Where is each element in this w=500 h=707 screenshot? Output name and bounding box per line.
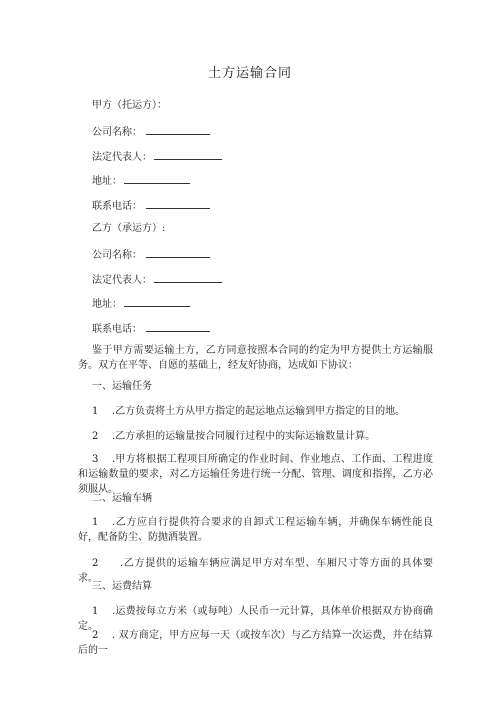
party-a-phone-blank [146, 198, 210, 209]
section2-item-1-num: 1 [92, 517, 99, 528]
document-title: 土方运输合同 [207, 66, 292, 81]
party-b-address-label: 地址： [92, 299, 122, 310]
party-b-phone-blank [146, 321, 210, 332]
party-b-rep-line [92, 272, 222, 288]
party-a-address-blank [124, 173, 190, 184]
party-a-rep-blank [154, 149, 222, 160]
party-a-address-label: 地址： [92, 176, 122, 187]
intro-paragraph: 鉴于甲方需要运输土方，乙方同意按照本合同的约定为甲方提供土方运输服务。双方在平等、自愿的基础上，经友好协商，达成如下协议： [78, 345, 433, 371]
party-b-phone-label: 联系电话： [92, 324, 142, 335]
section3-item-2-text: . 双方商定，甲方应每一天（或按车次）与乙方结算一次运费，并在结算后的一 [78, 630, 433, 656]
party-a-rep-label: 法定代表人： [92, 152, 152, 163]
party-a-phone-line [92, 198, 210, 214]
section3-item-2 [78, 628, 433, 658]
party-a-address-line [92, 173, 190, 189]
party-a-rep-line [92, 149, 222, 165]
section1-item-2-num: 2 [92, 431, 99, 442]
section2-heading: 二、运输车辆 [92, 493, 152, 504]
section1-item-3-text: .甲方将根据工程项目所确定的作业时间、作业地点、工作面、工程进度和运输数量的要求，对乙方运输任务进行统一分配、管理、调度和指挥，乙方必须服从。 [78, 454, 433, 495]
section1-heading: 一、运输任务 [92, 381, 152, 392]
section2-item-1-text: .乙方应自行提供符合要求的自卸式工程运输车辆，并确保车辆性能良好，配备防尘、防抛洒装置。 [78, 517, 433, 543]
section1-item-1 [78, 404, 433, 419]
party-b-company-label: 公司名称： [92, 250, 142, 261]
party-a-company-label: 公司名称： [92, 127, 142, 138]
section2-item-2-text: .乙方提供的运输车辆应满足甲方对车型、车厢尺寸等方面的具体要求。 [78, 558, 433, 584]
party-a-company-blank [146, 124, 210, 135]
party-b-address-blank [124, 296, 190, 307]
section3-item-1-text: .运费按每立方米（或每吨）人民币一元计算，具体单价根据双方协商确定。 [78, 606, 433, 632]
section1-item-3 [78, 452, 433, 497]
section1-item-1-num: 1 [92, 406, 99, 417]
party-a-phone-label: 联系电话： [92, 201, 142, 212]
party-b-company-blank [146, 247, 210, 258]
section2-item-1 [78, 515, 433, 545]
section3-item-1-num: 1 [92, 606, 99, 617]
party-b-company-line [92, 247, 210, 263]
party-b-phone-line [92, 321, 210, 337]
section1-item-2 [78, 429, 433, 444]
section1-item-1-text: .乙方负责将土方从甲方指定的起运地点运输到甲方指定的目的地。 [112, 406, 406, 417]
section2-item-2-num: 2 [92, 558, 99, 569]
section1-item-3-num: 3 [92, 454, 99, 465]
party-a-company-line [92, 124, 210, 140]
party-b-rep-label: 法定代表人： [92, 275, 152, 286]
section1-item-2-text: .乙方承担的运输量按合同履行过程中的实际运输数量计算。 [112, 431, 376, 442]
party-b-rep-blank [154, 272, 222, 283]
party-b-heading: 乙方（承运方）: [92, 223, 166, 234]
party-b-address-line [92, 296, 190, 312]
section3-item-2-num: 2 [92, 630, 99, 641]
section3-heading: 三、运费结算 [92, 581, 152, 592]
party-a-heading: 甲方（托运方）： [92, 100, 167, 111]
